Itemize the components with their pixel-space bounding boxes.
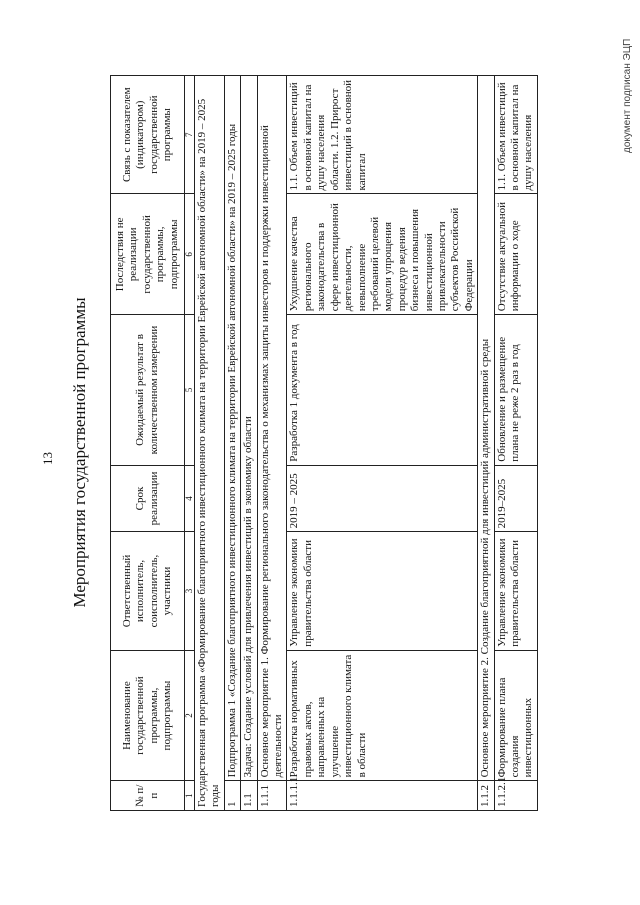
row-indicator: 1.1. Объем инвестиций в основной капитал на душу населения области. 1.2. Прирост инвестиций в основной капитал [287, 76, 478, 194]
row-name: Разработка нормативных правовых актов, направленных на улучшение инвестиционного климата в области [287, 650, 478, 781]
program-title: Государственная программа «Формирование благоприятного инвестиционного климата на территории Еврейской автономной области» на 2019 – 2025 годы [195, 76, 225, 811]
row-code: 1.1.1.1 [287, 781, 478, 811]
column-number-row [185, 76, 195, 811]
row-consequence: Отсутствие актуальной информации о ходе [494, 194, 537, 315]
signature-stamp: документ подписан ЭЦП [622, 38, 633, 153]
subprogram-code: 1 [224, 781, 240, 811]
row-name: Формирование плана создания инвестиционных [494, 650, 537, 781]
column-number: 5 [185, 315, 195, 465]
row-period: 2019 – 2025 [287, 465, 478, 532]
subprogram-row [224, 76, 240, 811]
row-period: 2019–2025 [494, 465, 537, 532]
program-row [195, 76, 225, 811]
column-number: 1 [185, 781, 195, 811]
table-row [287, 76, 478, 811]
activity-title: Основное мероприятие 1. Формирование регионального законодательства о механизмах защиты инвесторов и поддержки инвестиционной деятельности [257, 76, 287, 781]
column-number: 6 [185, 194, 195, 315]
subprogram-title: Подпрограмма 1 «Создание благоприятного инвестиционного климата на территории Еврейской автономной области» на 2019 – 2025 годы [224, 76, 240, 781]
row-executor: Управление экономики правительства области [287, 532, 478, 650]
task-code: 1.1 [241, 781, 257, 811]
program-activities-table [110, 75, 538, 811]
column-number: 3 [185, 532, 195, 650]
header-indicator-link: Связь с показателем (индикатором) государственной программы [111, 76, 185, 194]
row-consequence: Ухудшение качества регионального законодательства в сфере инвестиционной деятельности, невыполнение требований целевой модели упрощения процедур ведения бизнеса и повышения инвестиционной привлекательности субъектов Российской Федерации [287, 194, 478, 315]
header-expected-result: Ожидаемый результат в количественном измерении [111, 315, 185, 465]
task-title: Задача: Создание условий для привлечения инвестиций в экономику области [241, 76, 257, 781]
row-executor: Управление экономики правительства области [494, 532, 537, 650]
activity-code: 1.1.1 [257, 781, 287, 811]
activity-row [257, 76, 287, 811]
row-result: Обновление и размещение плана не реже 2 раз в год [494, 315, 537, 465]
header-number: № п/п [111, 781, 185, 811]
header-program-name: Наименование государственной программы, подпрограммы [111, 650, 185, 781]
row-indicator: 1.1. Объем инвестиций в основной капитал на душу населения [494, 76, 537, 194]
header-consequences: Последствия не реализации государственной программы, подпрограммы [111, 194, 185, 315]
row-code: 1.1.2.1 [494, 781, 537, 811]
column-number: 2 [185, 650, 195, 781]
header-executor: Ответственный исполнитель, соисполнитель, участники [111, 532, 185, 650]
row-result: Разработка 1 документа в год [287, 315, 478, 465]
column-number: 7 [185, 76, 195, 194]
column-number: 4 [185, 465, 195, 532]
page-title: Мероприятия государственной программы [70, 297, 89, 608]
header-period: Срок реализации [111, 465, 185, 532]
activity-code: 1.1.2 [478, 781, 494, 811]
header-row [111, 76, 185, 811]
activity-row [478, 76, 494, 811]
table-row [494, 76, 537, 811]
page-number: 13 [40, 452, 55, 465]
activity-title: Основное мероприятие 2. Создание благоприятной для инвестиций административной среды [478, 76, 494, 781]
task-row [241, 76, 257, 811]
